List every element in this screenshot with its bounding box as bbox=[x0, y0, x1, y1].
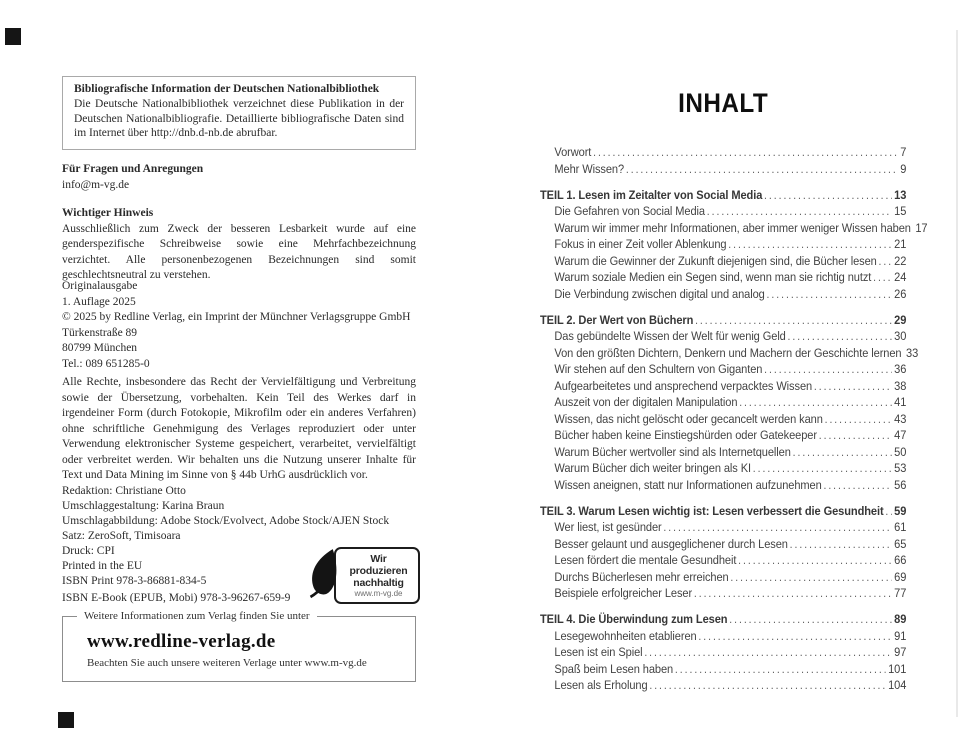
toc-page-number: 61 bbox=[894, 520, 907, 534]
toc-page-number: 30 bbox=[894, 329, 907, 343]
toc-entry-title: Vorwort bbox=[554, 145, 592, 159]
leaf-icon bbox=[308, 547, 341, 605]
toc-page-number: 17 bbox=[915, 220, 928, 235]
toc-title: INHALT bbox=[678, 88, 769, 118]
toc-entry-title: TEIL 1. Lesen im Zeitalter von Social Media bbox=[540, 187, 763, 202]
toc-entry-title: Lesen fördert die mentale Gesundheit bbox=[554, 553, 737, 567]
badge-url: www.m-vg.de bbox=[354, 589, 403, 599]
toc-page-number: 36 bbox=[894, 362, 907, 376]
toc-entry-row bbox=[540, 204, 906, 221]
publisher-note: Beachten Sie auch unsere weiteren Verlage unter www.m-vg.de bbox=[87, 657, 367, 669]
toc-entry-title: Warum Bücher dich weiter bringen als KI bbox=[554, 461, 752, 475]
isbn-ebook: ISBN E-Book (EPUB, Mobi) 978-3-96267-659-9 bbox=[62, 592, 291, 604]
contact-email: info@m-vg.de bbox=[62, 178, 130, 191]
toc-page-number: 15 bbox=[894, 204, 907, 218]
toc-dot-leader bbox=[764, 188, 891, 205]
credits-line: Umschlagabbildung: Adobe Stock/Evolvect, Adobe Stock/AJEN Stock bbox=[62, 514, 390, 527]
edition-line: Originalausgabe bbox=[62, 280, 138, 292]
toc-dot-leader bbox=[788, 329, 892, 346]
edition-block bbox=[62, 279, 416, 372]
toc-entry-row bbox=[540, 428, 906, 445]
toc-entry-row bbox=[540, 287, 906, 304]
toc-entry-title: Beispiele erfolgreicher Leser bbox=[554, 586, 693, 600]
toc-dot-leader bbox=[698, 629, 891, 646]
toc-page-number: 101 bbox=[888, 661, 907, 676]
toc-entry-title: TEIL 2. Der Wert von Büchern bbox=[540, 312, 694, 327]
toc-page-number: 7 bbox=[900, 145, 907, 159]
toc-entry-row bbox=[540, 237, 906, 254]
toc-page-number: 50 bbox=[894, 444, 907, 459]
toc-dot-leader bbox=[739, 395, 891, 412]
toc-dot-leader bbox=[873, 270, 891, 287]
toc-entry-row bbox=[540, 570, 906, 587]
toc-entry-row bbox=[540, 395, 906, 412]
bibliographic-info-box bbox=[62, 76, 416, 150]
toc-entry-title: Auszeit von der digitalen Manipulation bbox=[554, 395, 738, 409]
toc-dot-leader bbox=[729, 612, 891, 629]
badge-line2: nachhaltig bbox=[353, 577, 404, 590]
credits-line: Printed in the EU bbox=[62, 559, 143, 572]
toc-entry-title: Von den größten Dichtern, Denkern und Machern der Geschichte lernen bbox=[554, 345, 902, 360]
toc-dot-leader bbox=[793, 445, 892, 462]
toc-entry-title: TEIL 3. Warum Lesen wichtig ist: Lesen verbessert die Gesundheit bbox=[540, 503, 884, 518]
toc-entry-title: Wer liest, ist gesünder bbox=[554, 520, 662, 534]
toc-list bbox=[540, 145, 928, 695]
toc-entry-row bbox=[540, 254, 906, 271]
toc-entry-title: Fokus in einer Zeit voller Ablenkung bbox=[554, 237, 727, 251]
toc-entry-row bbox=[540, 345, 919, 363]
toc-page-number: 91 bbox=[894, 628, 907, 643]
toc-dot-leader bbox=[728, 237, 891, 254]
scan-registration-mark bbox=[5, 28, 21, 45]
toc-dot-leader bbox=[879, 254, 892, 271]
toc-entry-title: Das gebündelte Wissen der Welt für wenig Geld bbox=[554, 329, 786, 343]
edition-line: Tel.: 089 651285-0 bbox=[62, 357, 150, 370]
toc-page-number: 9 bbox=[900, 161, 907, 176]
toc-entry-row bbox=[540, 461, 906, 478]
toc-page-number: 21 bbox=[894, 237, 907, 251]
toc-entry-title: Durchs Bücherlesen mehr erreichen bbox=[554, 569, 729, 584]
toc-dot-leader bbox=[644, 645, 891, 662]
credits-line: Umschlaggestaltung: Karina Braun bbox=[62, 499, 225, 512]
toc-page-number: 33 bbox=[906, 345, 919, 360]
toc-dot-leader bbox=[593, 145, 897, 162]
toc-dot-leader bbox=[626, 162, 898, 179]
toc-page bbox=[540, 88, 928, 695]
toc-entry-title: Wir stehen auf den Schultern von Giganten bbox=[554, 362, 763, 376]
toc-page-number: 104 bbox=[888, 678, 907, 692]
toc-page-number: 97 bbox=[894, 645, 907, 659]
toc-entry-row bbox=[540, 270, 906, 287]
publisher-url: www.redline-verlag.de bbox=[87, 631, 276, 652]
toc-part-row bbox=[540, 504, 906, 521]
notice-heading: Wichtiger Hinweis bbox=[62, 207, 154, 219]
toc-entry-title: Wissen aneignen, statt nur Informationen aufzunehmen bbox=[554, 477, 822, 492]
notice-block bbox=[62, 206, 416, 284]
toc-page-number: 26 bbox=[894, 286, 907, 301]
isbn-print: ISBN Print 978-3-86881-834-5 bbox=[62, 575, 207, 587]
toc-part-row bbox=[540, 313, 906, 330]
edition-line: 1. Auflage 2025 bbox=[62, 295, 136, 308]
publisher-info-box bbox=[62, 610, 416, 682]
toc-entry-title: Lesegewohnheiten etablieren bbox=[554, 628, 697, 643]
toc-page-number: 53 bbox=[894, 461, 907, 475]
contact-block bbox=[62, 162, 416, 193]
toc-dot-leader bbox=[694, 586, 892, 603]
toc-entry-row bbox=[540, 662, 906, 679]
edition-line: 80799 München bbox=[62, 342, 138, 354]
toc-part-row bbox=[540, 612, 906, 629]
toc-dot-leader bbox=[695, 313, 891, 330]
toc-entry-row bbox=[540, 379, 906, 396]
toc-entry-row bbox=[540, 162, 906, 179]
toc-entry-title: Warum wir immer mehr Informationen, aber immer weniger Wissen haben bbox=[554, 220, 911, 235]
toc-entry-title: Spaß beim Lesen haben bbox=[554, 661, 674, 676]
sustainability-badge-box bbox=[334, 547, 420, 604]
toc-entry-title: Warum die Gewinner der Zukunft diejenigen sind, die Bücher lesen bbox=[554, 253, 877, 268]
toc-entry-title: TEIL 4. Die Überwindung zum Lesen bbox=[540, 612, 728, 626]
toc-entry-row bbox=[540, 220, 928, 238]
toc-page-number: 66 bbox=[894, 553, 907, 567]
toc-entry-title: Lesen ist ein Spiel bbox=[554, 645, 643, 659]
publisher-box-legend: Weitere Informationen zum Verlag finden Sie unter bbox=[77, 609, 317, 625]
toc-entry-row bbox=[540, 629, 906, 646]
toc-dot-leader bbox=[814, 379, 892, 396]
notice-body: Ausschließlich zum Zweck der besseren Lesbarkeit wurde auf eine genderspezifische Schreibweise sowie eine Mehrfachbezeichnung verzichtet. Alle personenbezogenen Bezeichnungen sind somit geschlechtsneutral zu verstehen. bbox=[62, 222, 416, 281]
toc-entry-row bbox=[540, 678, 906, 695]
toc-dot-leader bbox=[738, 553, 891, 570]
toc-entry-row bbox=[540, 586, 906, 603]
imprint-page bbox=[62, 0, 416, 747]
toc-dot-leader bbox=[707, 204, 892, 221]
toc-page-number: 13 bbox=[894, 187, 907, 202]
toc-entry-row bbox=[540, 329, 906, 346]
toc-entry-title: Besser gelaunt und ausgeglichener durch Lesen bbox=[554, 536, 788, 551]
contact-heading: Für Fragen und Anregungen bbox=[62, 163, 204, 175]
toc-page-number: 47 bbox=[894, 428, 907, 442]
toc-page-number: 29 bbox=[894, 312, 907, 327]
toc-dot-leader bbox=[663, 520, 891, 537]
toc-entry-row bbox=[540, 553, 906, 570]
toc-entry-row bbox=[540, 412, 906, 429]
toc-entry-title: Bücher haben keine Einstiegshürden oder Gatekeeper bbox=[554, 428, 817, 442]
toc-entry-row bbox=[540, 362, 906, 379]
toc-page-number: 77 bbox=[894, 586, 907, 600]
toc-dot-leader bbox=[885, 504, 891, 521]
toc-page-number: 69 bbox=[894, 569, 907, 584]
sustainability-badge bbox=[308, 547, 420, 605]
credits-line: Druck: CPI bbox=[62, 544, 115, 557]
toc-dot-leader bbox=[764, 362, 891, 379]
bibliographic-info-body: Die Deutsche Nationalbibliothek verzeichnet diese Publikation in der Deutschen Nationalbibliografie. Detaillierte bibliografische Daten sind im Internet über http://dnb.d-nb.de abrufbar. bbox=[74, 97, 404, 140]
toc-entry-row bbox=[540, 520, 906, 537]
toc-page-number: 43 bbox=[894, 411, 907, 426]
toc-page-number: 89 bbox=[894, 612, 907, 626]
toc-page-number: 24 bbox=[894, 270, 907, 284]
toc-dot-leader bbox=[819, 428, 892, 445]
toc-entry-row bbox=[540, 478, 906, 495]
toc-entry-title: Warum Bücher wertvoller sind als Internetquellen bbox=[554, 444, 791, 459]
badge-line1: Wir produzieren bbox=[349, 553, 408, 578]
toc-dot-leader bbox=[823, 478, 891, 495]
edition-line: Türkenstraße 89 bbox=[62, 326, 138, 339]
toc-entry-title: Die Gefahren von Social Media bbox=[554, 204, 705, 218]
toc-page-number: 22 bbox=[894, 253, 907, 268]
toc-dot-leader bbox=[649, 678, 885, 695]
credits-line: Satz: ZeroSoft, Timisoara bbox=[62, 529, 181, 542]
toc-dot-leader bbox=[675, 662, 885, 679]
toc-dot-leader bbox=[767, 287, 892, 304]
toc-entry-row bbox=[540, 537, 906, 554]
toc-entry-row bbox=[540, 645, 906, 662]
rights-paragraph: Alle Rechte, insbesondere das Recht der Vervielfältigung und Verbreitung sowie der Übersetzung, vorbehalten. Kein Teil des Werkes darf in irgendeiner Form (durch Fotokopie, Mikrofilm oder ein anderes Verfahren) ohne schriftliche Genehmigung des Verlages reproduziert oder unter Verwendung elektronischer Systeme gespeichert, verarbeitet, vervielfältigt oder verbreitet werden. Wir behalten uns die Nutzung unserer Inhalte für Text und Data Mining im Sinne von § 44b UrhG ausdrücklich vor. bbox=[62, 376, 416, 481]
toc-entry-row bbox=[540, 445, 906, 462]
toc-entry-title: Mehr Wissen? bbox=[554, 161, 625, 176]
toc-page-number: 59 bbox=[894, 503, 907, 518]
bibliographic-info-title: Bibliografische Information der Deutschen Nationalbibliothek bbox=[74, 83, 380, 95]
toc-dot-leader bbox=[790, 537, 892, 554]
credits-line: Redaktion: Christiane Otto bbox=[62, 485, 186, 497]
toc-entry-title: Lesen als Erholung bbox=[554, 678, 648, 692]
toc-entry-row bbox=[540, 145, 906, 162]
toc-dot-leader bbox=[730, 570, 891, 587]
toc-dot-leader bbox=[753, 461, 892, 478]
toc-page-number: 38 bbox=[894, 378, 907, 393]
toc-part-row bbox=[540, 188, 906, 205]
toc-page-number: 65 bbox=[894, 536, 907, 551]
toc-entry-title: Die Verbindung zwischen digital und analog bbox=[554, 286, 765, 301]
page-edge-shadow bbox=[956, 30, 958, 717]
toc-page-number: 41 bbox=[894, 395, 907, 409]
toc-entry-title: Aufgearbeitetes und ansprechend verpacktes Wissen bbox=[554, 378, 813, 393]
edition-line: © 2025 by Redline Verlag, ein Imprint der Münchner Verlagsgruppe GmbH bbox=[62, 311, 411, 323]
toc-entry-title: Warum soziale Medien ein Segen sind, wenn man sie richtig nutzt bbox=[554, 270, 872, 284]
toc-page-number: 56 bbox=[894, 477, 907, 492]
toc-dot-leader bbox=[825, 412, 892, 429]
toc-entry-title: Wissen, das nicht gelöscht oder gecancelt werden kann bbox=[554, 411, 823, 426]
